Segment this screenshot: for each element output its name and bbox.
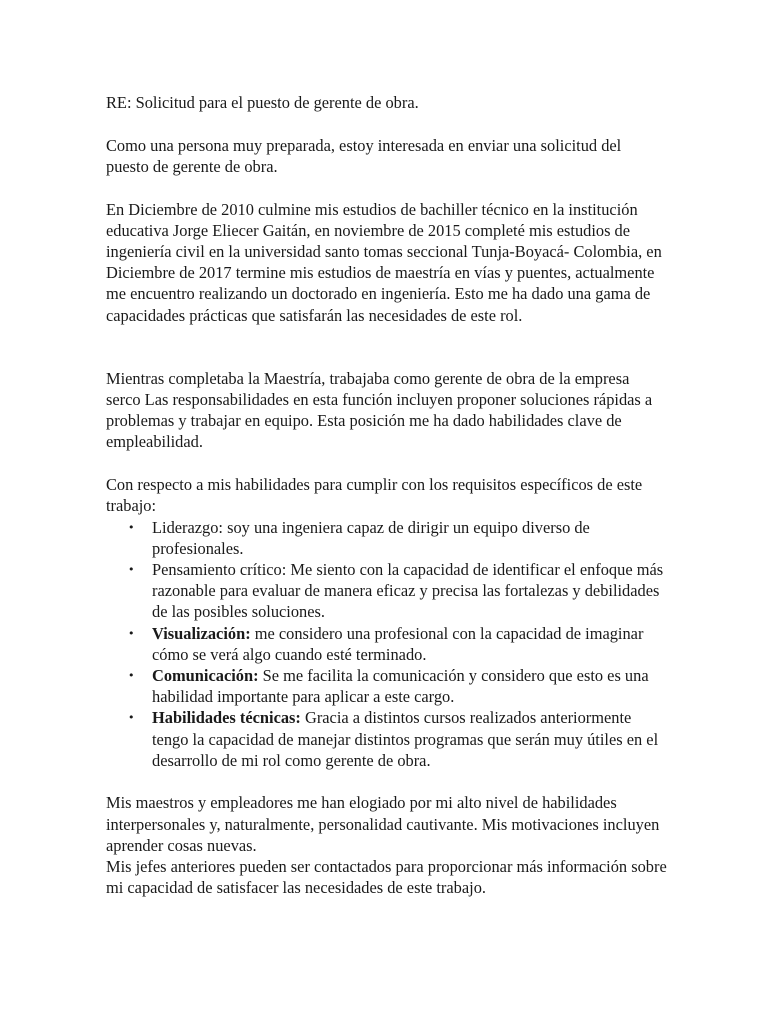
skills-list [106, 517, 668, 771]
intro-paragraph: Como una persona muy preparada, estoy interesada en enviar una solicitud del puesto de gerente de obra. [106, 135, 622, 176]
skill-item [128, 707, 668, 771]
skill-item [128, 517, 668, 559]
skill-item [128, 665, 668, 707]
skill-lead: Habilidades técnicas: [152, 708, 301, 728]
bullet-icon: • [128, 626, 135, 640]
bullet-icon: • [128, 520, 135, 534]
bullet-icon: • [128, 668, 135, 682]
skill-lead: Visualización: [152, 623, 251, 643]
skill-item [128, 623, 668, 665]
closing-paragraph: Mis jefes anteriores pueden ser contactados para proporcionar más información sobre mi capacidad de satisfacer las necesidades de este trabajo. [106, 857, 667, 898]
skills-intro: Con respecto a mis habilidades para cumplir con los requisitos específicos de este trabajo: [106, 475, 643, 516]
subject-line: RE: Solicitud para el puesto de gerente de obra. [106, 93, 419, 112]
skill-text: Pensamiento crítico: Me siento con la capacidad de identificar el enfoque más razonable para evaluar de manera eficaz y precisa las fortalezas y debilidades de las posibles soluciones. [152, 559, 664, 622]
bullet-icon: • [128, 562, 135, 576]
skill-item [128, 559, 668, 623]
skill-text: Gracia a distintos cursos realizados anteriormente tengo la capacidad de manejar distintos programas que serán muy útiles en el desarrollo de mi rol como gerente de obra. [152, 708, 659, 770]
skill-text: Liderazgo: soy una ingeniera capaz de dirigir un equipo diverso de profesionales. [152, 517, 590, 558]
bullet-icon: • [128, 711, 135, 725]
skill-text: me considero una profesional con la capacidad de imaginar cómo se verá algo cuando esté terminado. [152, 623, 644, 664]
skill-text: Se me facilita la comunicación y considero que esto es una habilidad importante para aplicar a este cargo. [152, 665, 649, 707]
praise-paragraph: Mis maestros y empleadores me han elogiado por mi alto nivel de habilidades interpersonales y, naturalmente, personalidad cautivante. Mis motivaciones incluyen aprender cosas nuevas. [106, 793, 660, 855]
education-paragraph: En Diciembre de 2010 culmine mis estudios de bachiller técnico en la institución educativa Jorge Eliecer Gaitán, en noviembre de 2015 completé mis estudios de ingeniería civil en la universidad santo tomas seccional Tunja-Boyacá- Colombia, en Diciembre de 2017 termine mis estudios de maestría en vías y puentes, actualmente me encuentro realizando un doctorado en ingeniería. Esto me ha dado una gama de capacidades prácticas que satisfarán las necesidades de este rol. [106, 199, 662, 325]
experience-paragraph: Mientras completaba la Maestría, trabajaba como gerente de obra de la empresa serco Las responsabilidades en esta función incluyen proponer soluciones rápidas a problemas y trabajar en equipo. Esta posición me ha dado habilidades clave de empleabilidad. [106, 368, 653, 452]
letter-body [106, 92, 668, 899]
skill-lead: Comunicación: [152, 665, 259, 685]
